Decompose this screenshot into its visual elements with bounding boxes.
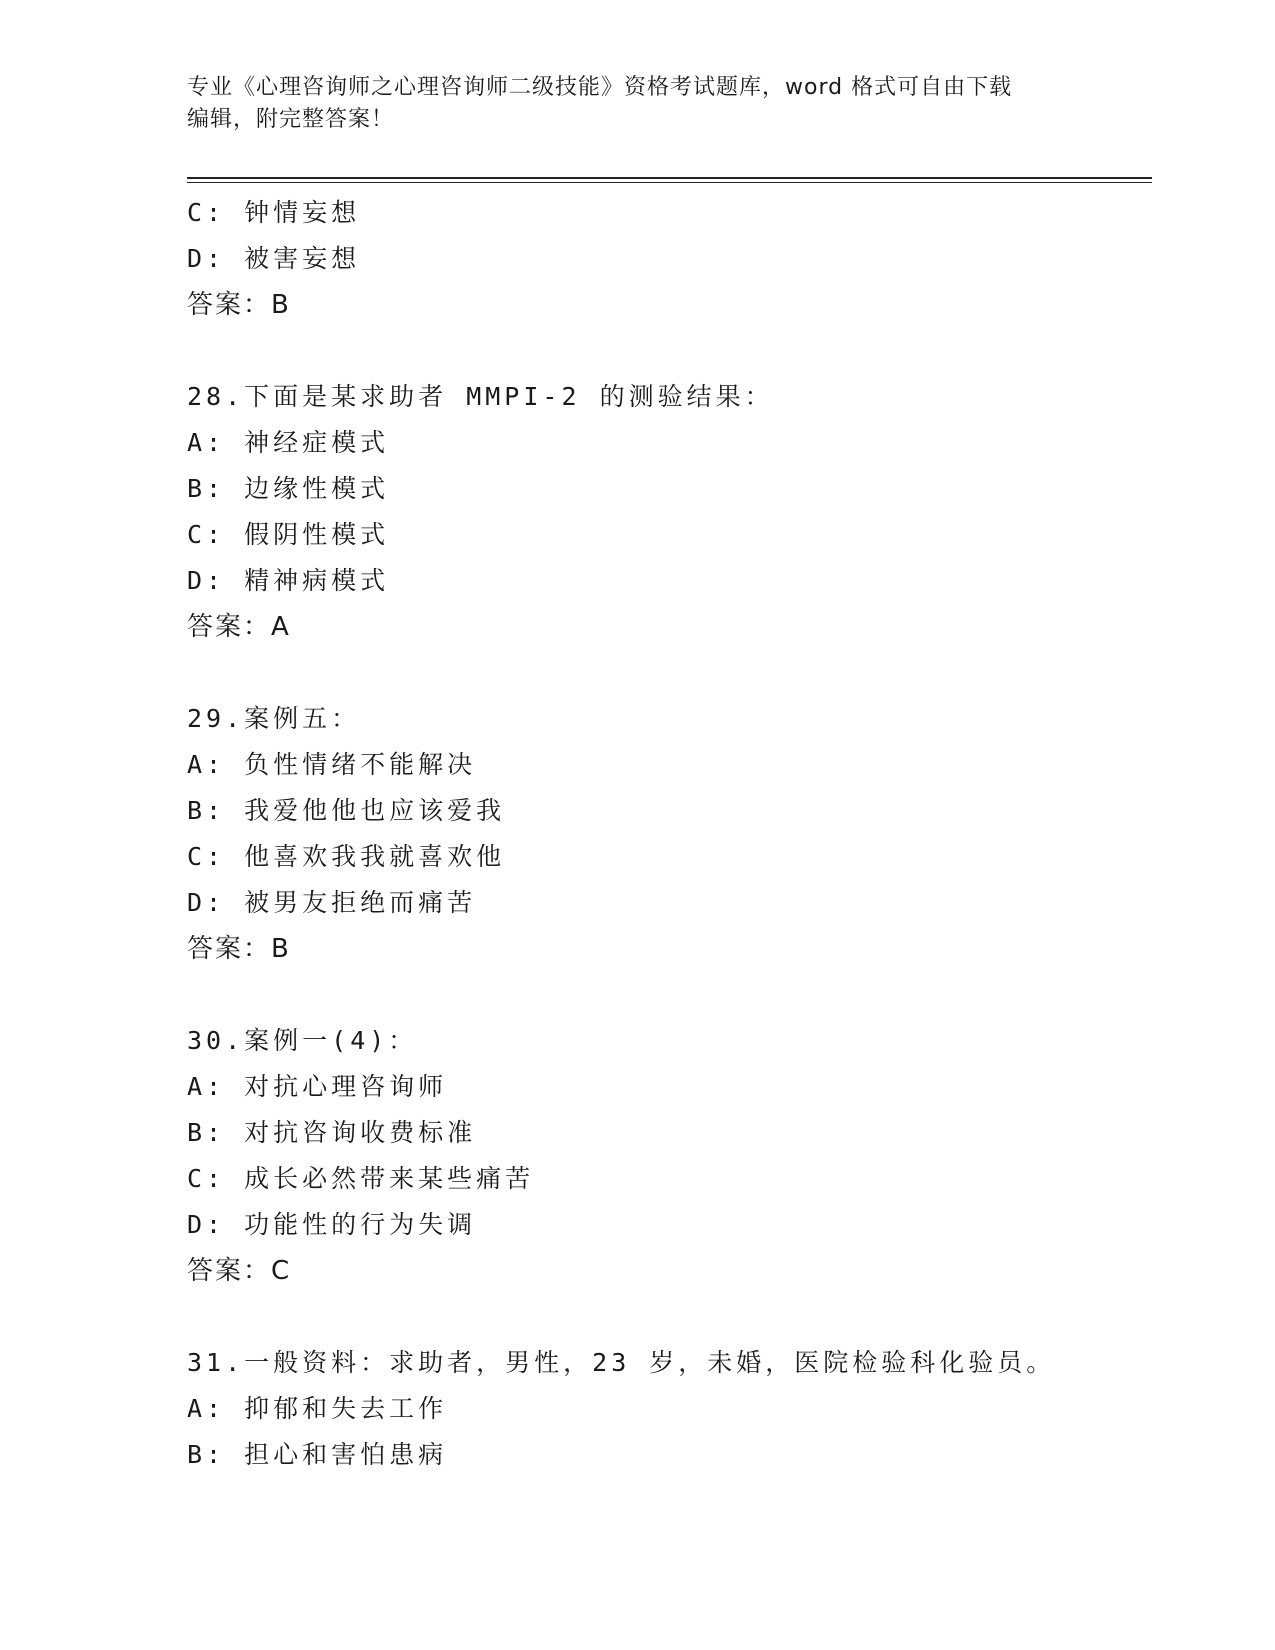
option-d: D: 功能性的行为失调: [187, 1210, 477, 1239]
option-b: B: 对抗咨询收费标准: [187, 1118, 477, 1147]
answer: 答案：A: [187, 612, 291, 642]
spacer: [187, 650, 1147, 696]
option-c: C: 成长必然带来某些痛苦: [187, 1164, 535, 1193]
header-divider-thin: [187, 182, 1152, 183]
question-title: 30.案例一(4)：: [187, 1026, 418, 1055]
option-b: B: 边缘性模式: [187, 474, 390, 503]
spacer: [187, 972, 1147, 1018]
document-header: [187, 72, 1067, 136]
option-b: B: 我爱他他也应该爱我: [187, 796, 506, 825]
option-d: D: 被害妄想: [187, 244, 361, 273]
question-title: 28.下面是某求助者 MMPI-2 的测验结果：: [187, 382, 774, 411]
option-c: C: 假阴性模式: [187, 520, 390, 549]
spacer: [187, 1294, 1147, 1340]
answer: 答案：C: [187, 1256, 292, 1286]
option-a: A: 抑郁和失去工作: [187, 1394, 448, 1423]
option-a: A: 神经症模式: [187, 428, 390, 457]
answer: 答案：B: [187, 290, 291, 320]
question-list: [187, 190, 1147, 1478]
header-line-1: 专业《心理咨询师之心理咨询师二级技能》资格考试题库，word 格式可自由下载: [187, 75, 1013, 100]
option-d: D: 被男友拒绝而痛苦: [187, 888, 477, 917]
option-b: B: 担心和害怕患病: [187, 1440, 448, 1469]
option-a: A: 对抗心理咨询师: [187, 1072, 448, 1101]
answer: 答案：B: [187, 934, 291, 964]
question-title: 29.案例五：: [187, 704, 361, 733]
question-title: 31.一般资料：求助者，男性，23 岁，未婚，医院检验科化验员。: [187, 1348, 1056, 1377]
option-c: C: 钟情妄想: [187, 198, 361, 227]
header-line-2: 编辑，附完整答案！: [187, 107, 395, 132]
spacer: [187, 328, 1147, 374]
header-divider-thick: [187, 177, 1152, 179]
option-d: D: 精神病模式: [187, 566, 390, 595]
option-a: A: 负性情绪不能解决: [187, 750, 477, 779]
option-c: C: 他喜欢我我就喜欢他: [187, 842, 506, 871]
